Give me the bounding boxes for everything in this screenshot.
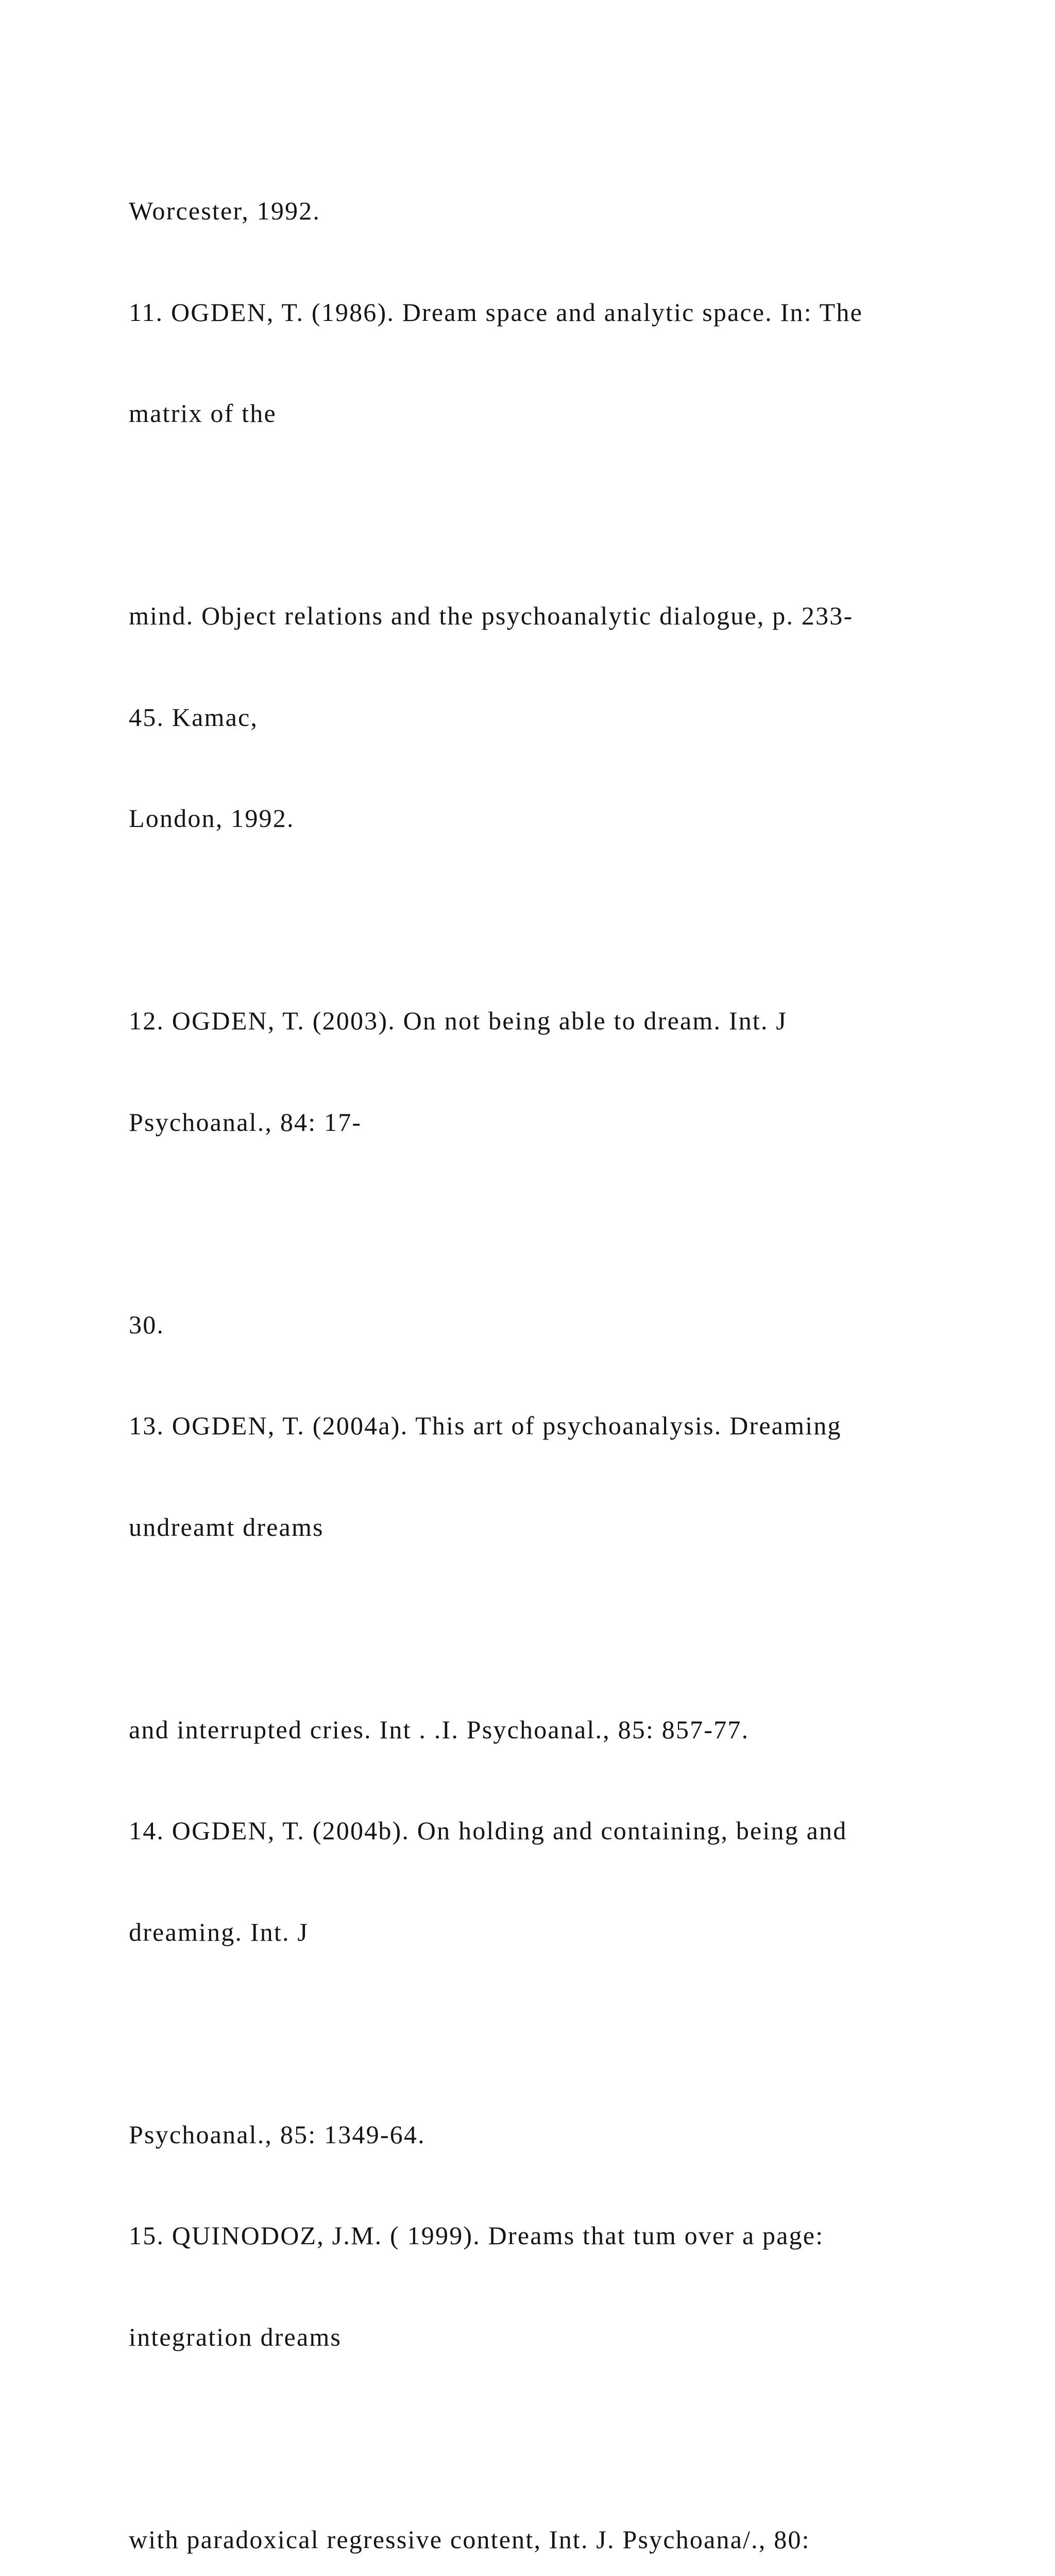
text-line: Psychoanal., 84: 17- — [129, 1107, 362, 1137]
blank-line — [129, 1207, 953, 1241]
text-line: 11. OGDEN, T. (1986). Dream space and analytic space. In: The — [129, 297, 863, 327]
blank-line — [129, 2016, 953, 2050]
text-line: and interrupted cries. Int . .I. Psychoanal., 85: 857-77. — [129, 1715, 750, 1744]
text-line: 13. OGDEN, T. (2004a). This art of psychoanalysis. Dreaming — [129, 1411, 842, 1440]
text-line: 45. Kamac, — [129, 702, 259, 732]
text-line: with paradoxical regressive content, Int. J. Psychoana/., 80: — [129, 2524, 810, 2554]
text-line: Psychoanal., 85: 1349-64. — [129, 2120, 426, 2149]
text-line: integration dreams — [129, 2322, 342, 2351]
text-line: dreaming. Int. J — [129, 1917, 309, 1946]
blank-line — [129, 1612, 953, 1646]
text-line: undreamt dreams — [129, 1512, 324, 1541]
text-line: mind. Object relations and the psychoanalytic dialogue, p. 233- — [129, 601, 854, 630]
reference-list — [129, 127, 953, 2576]
text-line: 15. QUINODOZ, J.M. ( 1999). Dreams that tum over a page: — [129, 2221, 824, 2250]
text-line: 14. OGDEN, T. (2004b). On holding and containing, being and — [129, 1816, 847, 1845]
text-line: London, 1992. — [129, 804, 295, 833]
blank-line — [129, 498, 953, 532]
blank-line — [129, 903, 953, 937]
text-line: 12. OGDEN, T. (2003). On not being able to dream. Int. J — [129, 1006, 788, 1035]
text-line: Worcester, 1992. — [129, 196, 321, 225]
blank-line — [129, 2421, 953, 2455]
text-line: 30. — [129, 1310, 165, 1339]
text-line: matrix of the — [129, 399, 277, 428]
